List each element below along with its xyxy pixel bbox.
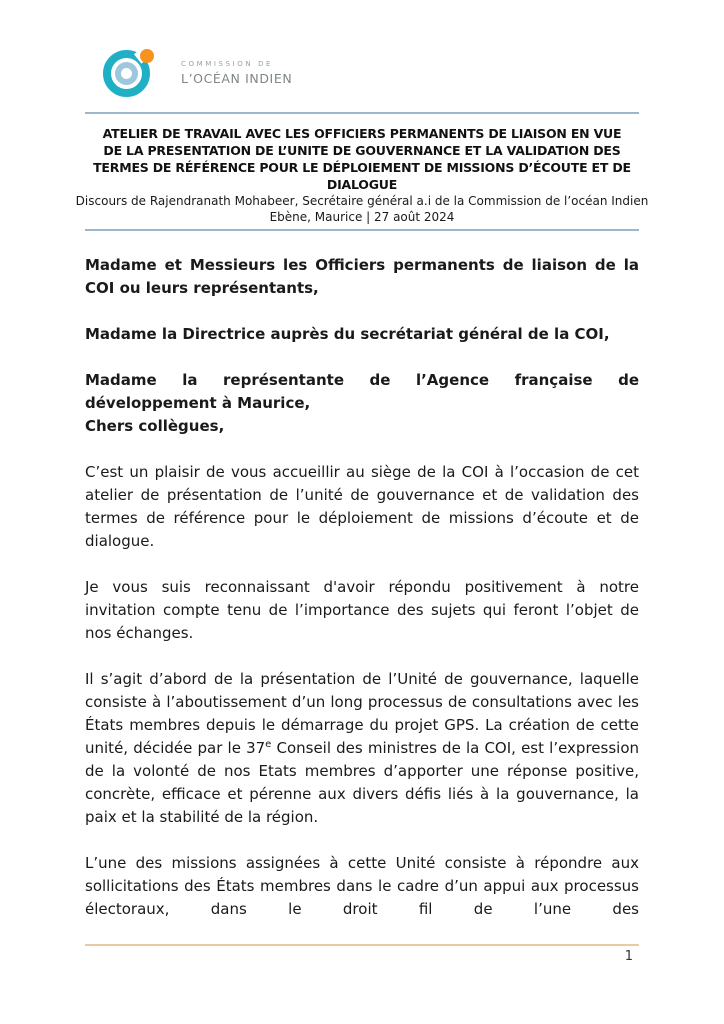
document-title-line: ATELIER DE TRAVAIL AVEC LES OFFICIERS PERMANENTS DE LIAISON EN VUE [102, 126, 622, 141]
document-title-line: DE LA PRESENTATION DE L’UNITE DE GOUVERNANCE ET LA VALIDATION DES [103, 143, 621, 158]
document-title-line: DIALOGUE [326, 177, 398, 192]
header-rule-bottom [85, 229, 639, 231]
salutation-paragraph: Madame et Messieurs les Officiers permanents de liaison de la COI ou leurs représentants, [85, 256, 639, 297]
paragraph-text: Il s’agit d’abord de la présentation de l’Unité de gouvernance, laquelle consiste à l’aboutissement d’un long processus de consultations avec les États membres depuis le démarrage du projet GPS. La création de cette unité, décidée par le 37 [85, 670, 639, 757]
document-date-location: Ebène, Maurice | 27 août 2024 [269, 210, 455, 224]
coi-logo-icon [103, 46, 165, 100]
speech-body [85, 254, 639, 921]
document-title-line: TERMES DE RÉFÉRENCE POUR LE DÉPLOIEMENT DE MISSIONS D’ÉCOUTE ET DE [93, 160, 631, 175]
logo-org-line1: COMMISSION DE [181, 60, 274, 68]
page-content [75, 46, 649, 921]
page-footer [85, 944, 639, 964]
body-paragraph [85, 668, 639, 829]
header-rule-top [85, 112, 639, 114]
logo-orange-dot [140, 49, 154, 63]
logo-inner-circle [115, 62, 138, 85]
coi-logo [103, 46, 639, 100]
footer-rule [85, 944, 639, 946]
page-number: 1 [624, 949, 633, 964]
logo-wordmark [181, 60, 292, 86]
salutation-paragraph: Madame la représentante de l’Agence française de développement à Maurice, [85, 371, 639, 412]
body-paragraph: Je vous suis reconnaissant d'avoir répondu positivement à notre invitation compte tenu de l’importance des sujets qui feront l’objet de nos échanges. [85, 578, 639, 642]
document-header [75, 125, 649, 225]
body-paragraph: C’est un plaisir de vous accueillir au siège de la COI à l’occasion de cet atelier de présentation de l’unité de gouvernance et de validation des termes de référence pour le déploiement de missions d’écoute et de dialogue. [85, 463, 639, 550]
document-subtitle: Discours de Rajendranath Mohabeer, Secrétaire général a.i de la Commission de l’océan Indien [75, 194, 649, 208]
body-paragraph: L’une des missions assignées à cette Unité consiste à répondre aux sollicitations des États membres dans le cadre d’un appui aux processus électoraux, dans le droit fil de l’une des [85, 854, 639, 918]
salutation-paragraph: Madame la Directrice auprès du secrétariat général de la COI, [85, 325, 610, 343]
ordinal-superscript: e [265, 739, 272, 750]
logo-org-line2: L’OCÉAN INDIEN [181, 71, 293, 86]
paragraph-text: Conseil des ministres de la COI, est l’expression de la volonté de nos Etats membres d’apporter une réponse positive, concrète, efficace et pérenne aux divers défis liés à la gouvernance, la paix et la stabilité de la région. [85, 739, 639, 826]
salutation-paragraph: Chers collègues, [85, 417, 225, 435]
